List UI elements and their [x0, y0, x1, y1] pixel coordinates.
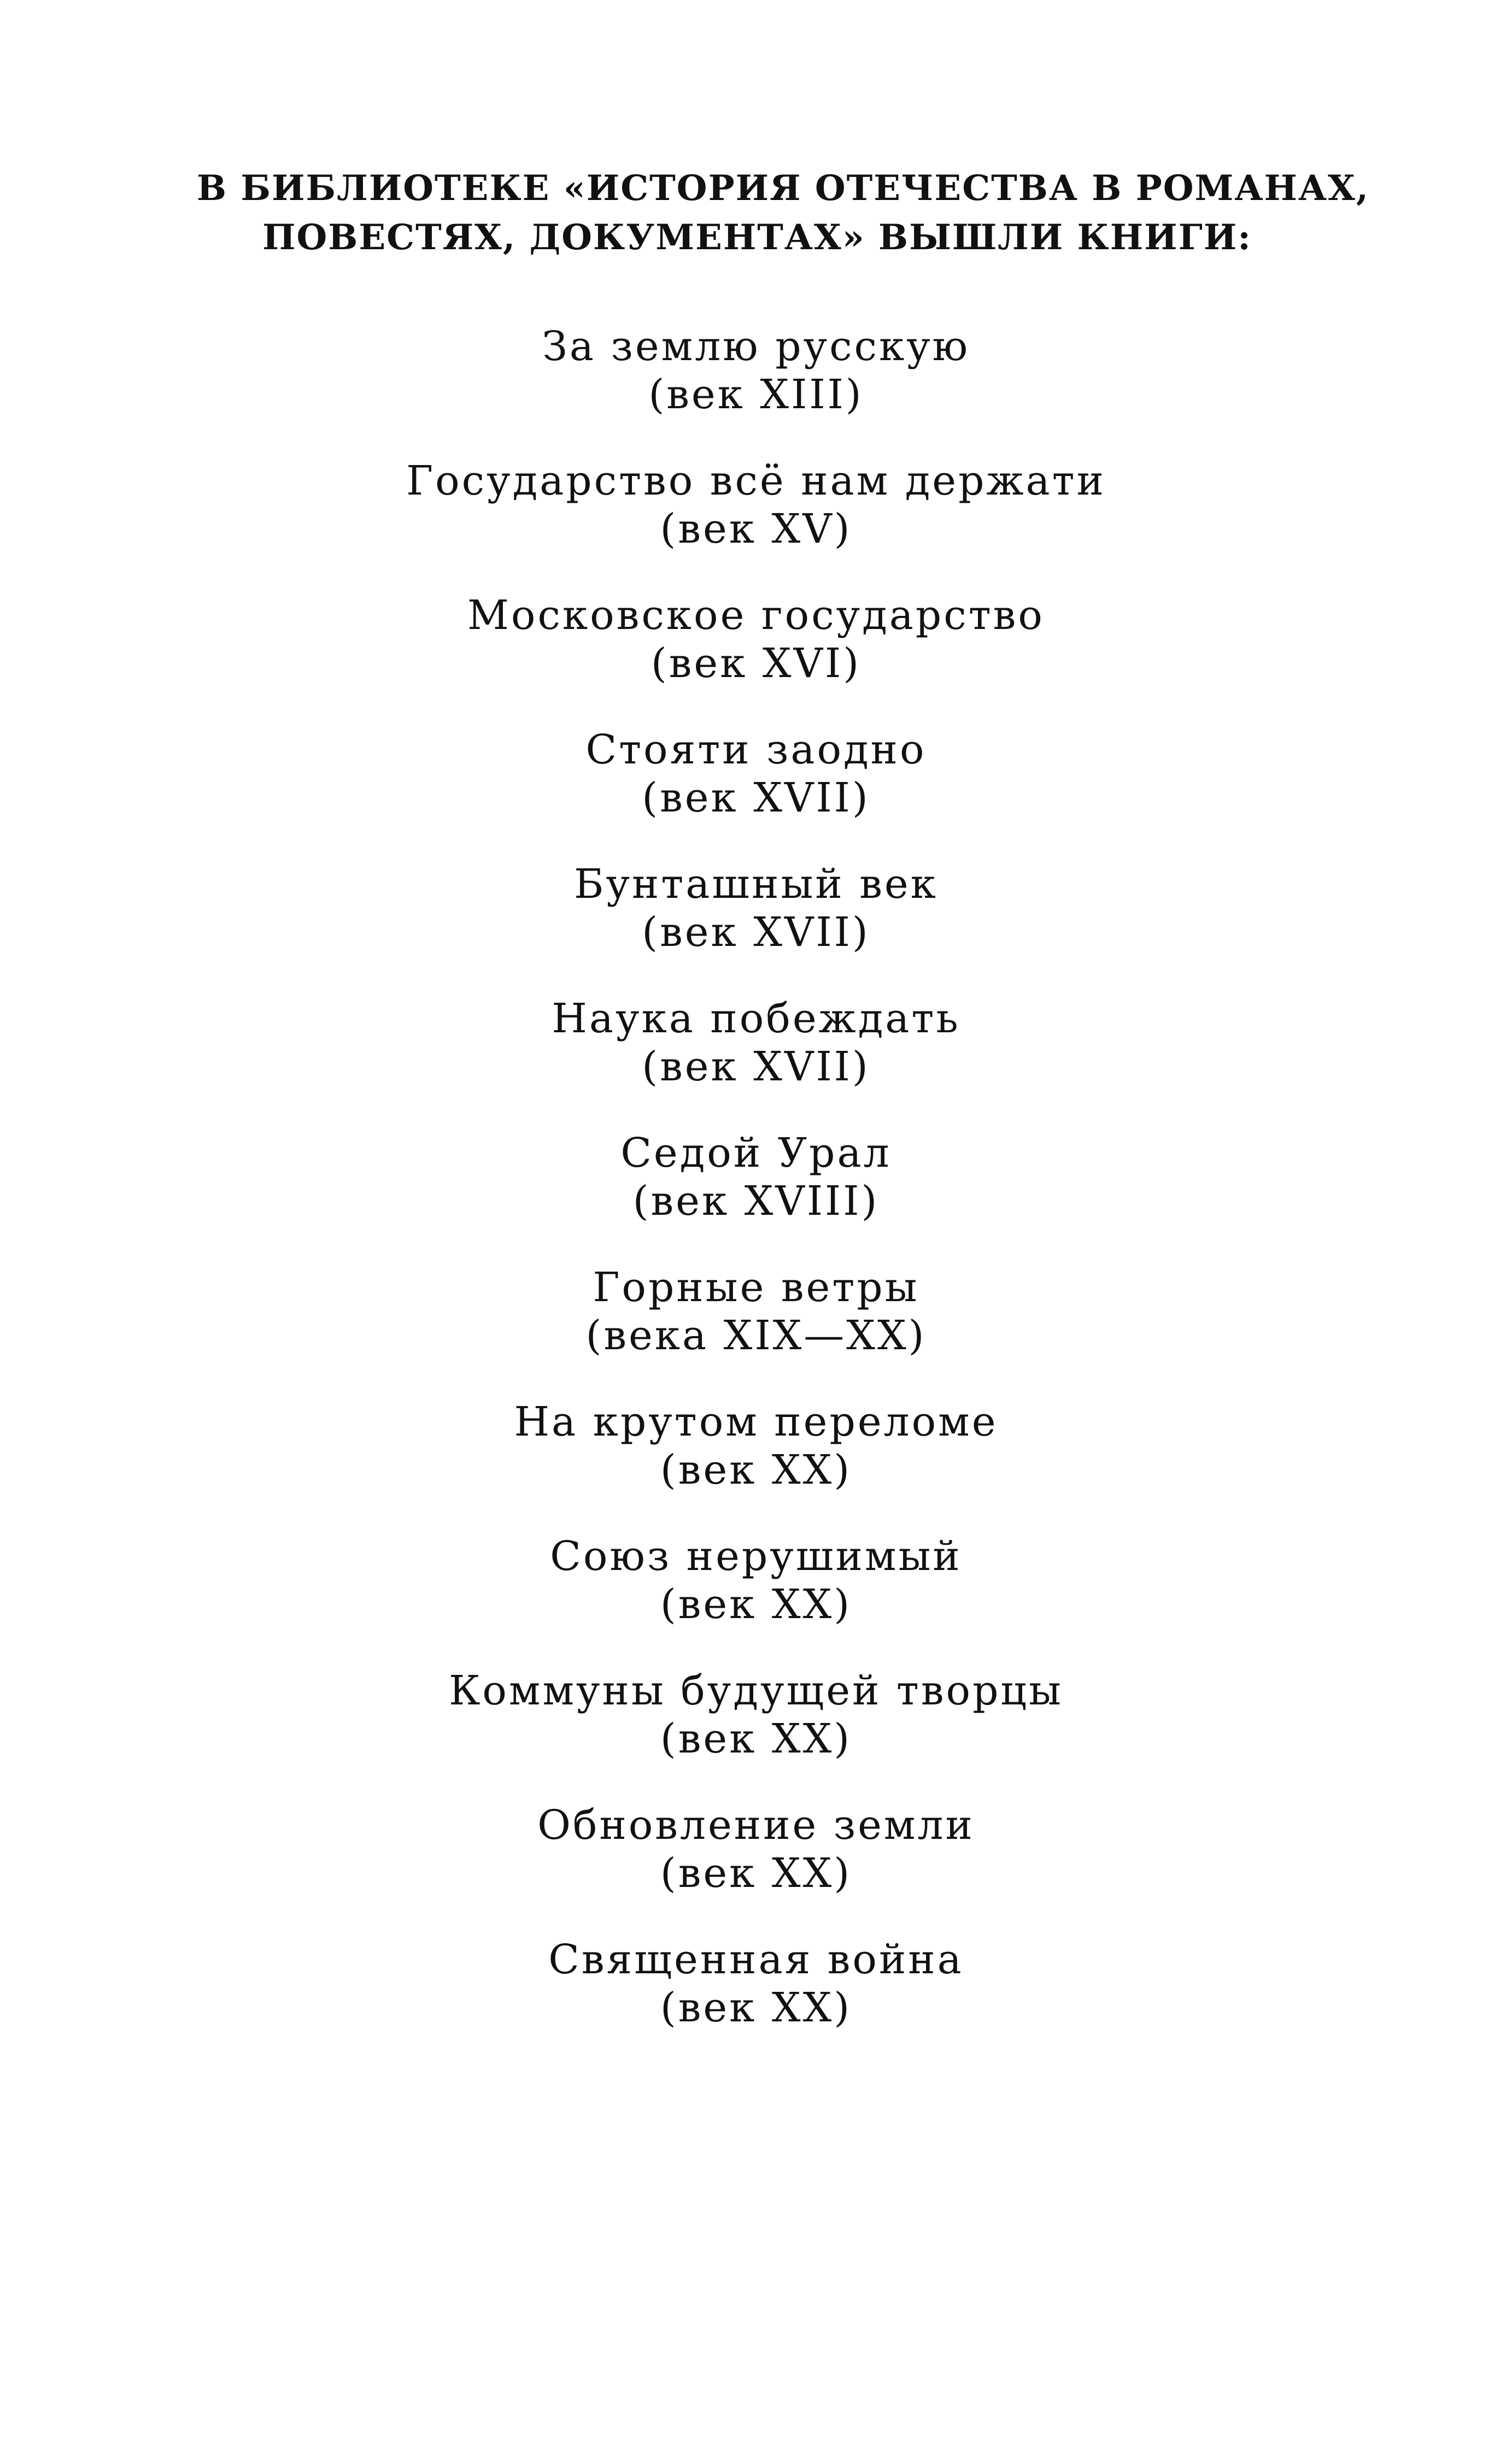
book-title: Союз нерушимый	[550, 1533, 962, 1580]
book-entry	[0, 995, 1512, 1129]
book-entry	[0, 726, 1512, 860]
book-period: (век XX)	[660, 1850, 852, 1897]
book-entry	[0, 1801, 1512, 1936]
book-title: Обновление земли	[537, 1802, 975, 1849]
book-title: Горные ветры	[593, 1264, 919, 1311]
book-period: (век XVII)	[642, 909, 870, 956]
book-period: (век XX)	[660, 1446, 852, 1493]
book-period: (век XVI)	[650, 640, 862, 687]
book-entry	[0, 1263, 1512, 1398]
book-entry	[0, 1667, 1512, 1801]
book-title: Коммуны будущей творцы	[449, 1667, 1063, 1714]
book-period: (век XVII)	[642, 1043, 870, 1090]
book-period: (век XVIII)	[632, 1178, 880, 1225]
book-list	[0, 322, 1512, 2070]
book-title: Седой Урал	[620, 1130, 892, 1177]
book-period: (века XIX—XX)	[585, 1312, 927, 1359]
book-period: (век XVII)	[642, 774, 870, 821]
book-period: (век XIII)	[648, 371, 864, 418]
book-entry	[0, 1532, 1512, 1667]
book-entry	[0, 1936, 1512, 2070]
book-title: За землю русскую	[542, 323, 970, 370]
book-entry	[0, 1398, 1512, 1532]
book-period: (век XV)	[660, 505, 852, 552]
book-title: Священная война	[548, 1936, 964, 1983]
series-heading	[197, 164, 1369, 262]
book-entry	[0, 1129, 1512, 1263]
book-entry	[0, 322, 1512, 457]
book-period: (век XX)	[660, 1581, 852, 1628]
book-title: Стояти заодно	[585, 726, 927, 773]
book-title: На крутом переломе	[514, 1398, 998, 1445]
book-title: Московское государство	[467, 592, 1045, 639]
series-heading-line-1: В БИБЛИОТЕКЕ «ИСТОРИЯ ОТЕЧЕСТВА В РОМАНАХ,	[197, 168, 1369, 209]
book-entry	[0, 860, 1512, 995]
book-period: (век XX)	[660, 1984, 852, 2031]
book-entry	[0, 457, 1512, 591]
series-heading-line-2: ПОВЕСТЯХ, ДОКУМЕНТАХ» ВЫШЛИ КНИГИ:	[262, 217, 1252, 258]
book-period: (век XX)	[660, 1715, 852, 1762]
book-title: Наука побеждать	[552, 995, 960, 1042]
book-entry	[0, 591, 1512, 726]
book-title: Государство всё нам держати	[406, 457, 1106, 504]
book-title: Бунташный век	[574, 861, 938, 908]
